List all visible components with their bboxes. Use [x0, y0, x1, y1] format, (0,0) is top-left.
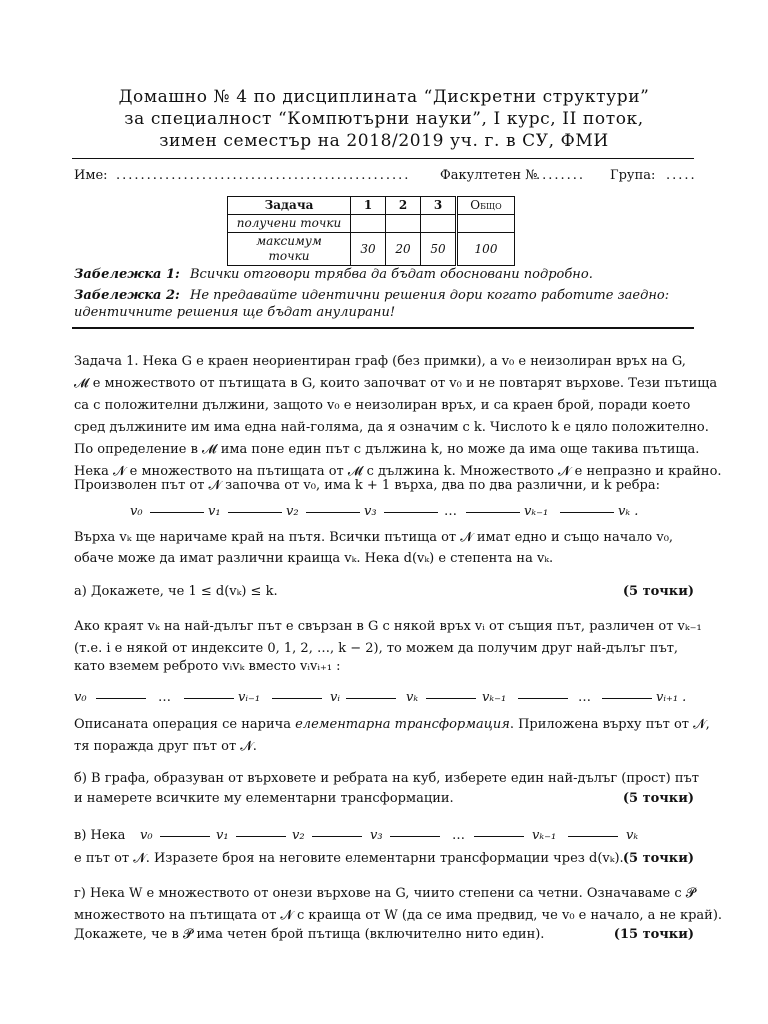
task1-p4-line-1: Описаната операция се нарича елементарна трансформация. Приложена върху път от 𝓝,: [74, 717, 710, 732]
title-line-1: Домашно № 4 по дисциплината “Дискретни структури”: [118, 87, 650, 107]
path2-vertex-i-1: vᵢ₋₁: [238, 690, 261, 705]
section-rule: [72, 327, 694, 329]
task1-p3-line-2: (т.е. i е някой от индексите 0, 1, 2, …, k − 2), то можем да получим друг най-дълъг път,: [74, 641, 679, 656]
task1-p3-line-3: като вземем реброто vᵢvₖ вместо vᵢvᵢ₊₁ :: [74, 659, 341, 674]
task1-part-d-line-1: г) Нека W е множеството от онези върхове на G, чиито степени са четни. Означаваме с 𝓟: [74, 886, 696, 901]
task1-part-a: [74, 582, 694, 602]
received-cell-2[interactable]: [386, 215, 421, 233]
path3-edge: [312, 836, 362, 837]
header-rule: [72, 158, 694, 159]
task1-line-6: Нека 𝓝 е множеството на пътищата от 𝓜 с дължина k. Множеството 𝓝 е непразно и крайно.: [74, 464, 722, 479]
task1-line-3: са с положителни дължини, защото v₀ е неизолиран връх, и са краен брой, поради което: [74, 398, 691, 413]
max-cell-2: 20: [386, 233, 421, 266]
task1-line-7: Произволен път от 𝓝 започва от v₀, има k + 1 върха, два по два различни, и k ребра:: [74, 478, 660, 493]
path2-edge: [518, 698, 568, 699]
path1-edge: [560, 512, 614, 513]
task1-p2-line-2: обаче може да имат различни краища vₖ. Нека d(vₖ) е степента на vₖ.: [74, 551, 554, 566]
score-table-header: [228, 197, 515, 215]
path3-ellipsis: …: [452, 828, 465, 843]
path2-ellipsis: …: [158, 690, 171, 705]
header-task: Задача: [228, 197, 351, 215]
path-diagram-1: [74, 502, 694, 522]
student-info-line: [74, 166, 697, 186]
path2-edge: [96, 698, 146, 699]
note-1-text: Всички отговори трябва да бъдат обосновани подробно.: [190, 267, 593, 282]
path2-edge: [272, 698, 322, 699]
path1-vertex-0: v₀: [130, 504, 143, 519]
path3-vertex-1: v₁: [216, 828, 229, 843]
path1-vertex-k-1: vₖ₋₁: [524, 504, 549, 519]
path3-edge: [236, 836, 286, 837]
name-label: Име:: [74, 168, 108, 183]
part-b-points: (5 точки): [622, 791, 694, 806]
name-field[interactable]: ................................................: [116, 168, 411, 183]
received-cell-3[interactable]: [421, 215, 457, 233]
path2-vertex-0: v₀: [74, 690, 87, 705]
task1-part-b-line-2: и намерете всичките му елементарни трансформации. (5 точки): [74, 789, 694, 809]
path1-vertex-k: vₖ .: [618, 504, 639, 519]
part-a-points: (5 точки): [622, 584, 694, 599]
title-line-2: за специалност “Компютърни науки”, I курс, II поток,: [124, 109, 644, 129]
path3-edge: [474, 836, 524, 837]
task1-p4-line-2: тя поражда друг път от 𝓝.: [74, 739, 257, 754]
note-2-text: Не предавайте идентични решения дори когато работите заедно:: [190, 288, 670, 303]
path3-vertex-k: vₖ: [626, 828, 639, 843]
path3-vertex-k-1: vₖ₋₁: [532, 828, 557, 843]
task1-part-d-line-2: множеството на пътищата от 𝓝 с краища от W (да се има предвид, че v₀ е начало, а не край).: [74, 908, 723, 923]
max-cell-total: 100: [457, 233, 515, 266]
part-a-text: а) Докажете, че 1 ≤ d(vₖ) ≤ k.: [74, 584, 278, 599]
title-line-3: зимен семестър на 2018/2019 уч. г. в СУ, ФМИ: [159, 131, 609, 151]
task1-part-c-line-1: [74, 826, 694, 846]
received-cell-total[interactable]: [457, 215, 515, 233]
path3-edge: [160, 836, 210, 837]
group-field[interactable]: .....: [666, 168, 697, 183]
max-cell-3: 50: [421, 233, 457, 266]
path1-vertex-1: v₁: [208, 504, 221, 519]
path1-edge: [466, 512, 520, 513]
task1-line-5: По определение в 𝓜 има поне един път с дължина k, но може да има още такива пътища.: [74, 442, 700, 457]
faculty-number-field[interactable]: ........: [536, 168, 586, 183]
header-task-3: 3: [421, 197, 457, 215]
received-cell-1[interactable]: [351, 215, 386, 233]
part-c-points: (5 точки): [622, 851, 694, 866]
task1-line-4: сред дължините им има една най-голяма, да я означим с k. Числото k е цяло положително.: [74, 420, 709, 435]
path1-edge: [150, 512, 204, 513]
path3-vertex-0: v₀: [140, 828, 153, 843]
task1-p2-line-1: Върха vₖ ще наричаме край на пътя. Всички пътища от 𝓝 имат едно и също начало v₀,: [74, 530, 674, 545]
term-elementary-transformation: елементарна трансформация: [295, 717, 510, 732]
path1-ellipsis: …: [444, 504, 457, 519]
note-2-continuation: идентичните решения ще бъдат анулирани!: [74, 305, 396, 320]
score-table: [227, 196, 515, 266]
path2-vertex-k: vₖ: [406, 690, 419, 705]
path2-vertex-k-1: vₖ₋₁: [482, 690, 507, 705]
header-task-1: 1: [351, 197, 386, 215]
task1-part-c-line-2: е път от 𝓝. Изразете броя на неговите елементарни трансформации чрез d(vₖ). (5 точки): [74, 849, 694, 869]
part-c-prefix: в) Нека: [74, 828, 126, 843]
path2-edge: [184, 698, 234, 699]
max-points-label: максимум точки: [228, 233, 351, 266]
path3-edge: [568, 836, 618, 837]
document-title: [70, 86, 698, 152]
path1-edge: [228, 512, 282, 513]
path2-edge: [602, 698, 652, 699]
path1-vertex-2: v₂: [286, 504, 299, 519]
max-cell-1: 30: [351, 233, 386, 266]
header-total: Общо: [457, 197, 515, 215]
path-diagram-2: [74, 688, 694, 708]
max-points-row: [228, 233, 515, 266]
path1-vertex-3: v₃: [364, 504, 377, 519]
received-points-label: получени точки: [228, 215, 351, 233]
task1-line-1: Задача 1. Нека G е краен неориентиран граф (без примки), а v₀ е неизолиран връх на G,: [74, 354, 686, 369]
task1-part-d-line-3: Докажете, че в 𝓟 има четен брой пътища (включително нито един). (15 точки): [74, 925, 694, 945]
task1-line-2: 𝓜 е множеството от пътищата в G, които започват от v₀ и не повтарят върхове. Тези пътища: [74, 376, 718, 391]
path3-vertex-2: v₂: [292, 828, 305, 843]
group-label: Група:: [610, 168, 656, 183]
path2-vertex-i: vᵢ: [330, 690, 340, 705]
note-1: [74, 265, 694, 285]
path1-edge: [306, 512, 360, 513]
part-d-points: (15 точки): [613, 927, 694, 942]
path2-edge: [426, 698, 476, 699]
note-2-label: Забележка 2:: [74, 288, 180, 303]
path2-edge: [346, 698, 396, 699]
path2-ellipsis-2: …: [578, 690, 591, 705]
header-task-2: 2: [386, 197, 421, 215]
received-points-row: [228, 215, 515, 233]
path3-vertex-3: v₃: [370, 828, 383, 843]
faculty-number-label: Факултетен №: [440, 168, 538, 183]
task1-part-b-line-1: б) В графа, образуван от върховете и ребрата на куб, изберете един най-дълъг (прост) път: [74, 771, 699, 786]
path2-vertex-i+1: vᵢ₊₁ .: [656, 690, 687, 705]
task1-p3-line-1: Ако краят vₖ на най-дълъг път е свързан в G с някой връх vᵢ от същия път, различен от vₖ₋₁: [74, 619, 702, 634]
path3-edge: [390, 836, 440, 837]
note-1-label: Забележка 1:: [74, 267, 180, 282]
path1-edge: [384, 512, 438, 513]
